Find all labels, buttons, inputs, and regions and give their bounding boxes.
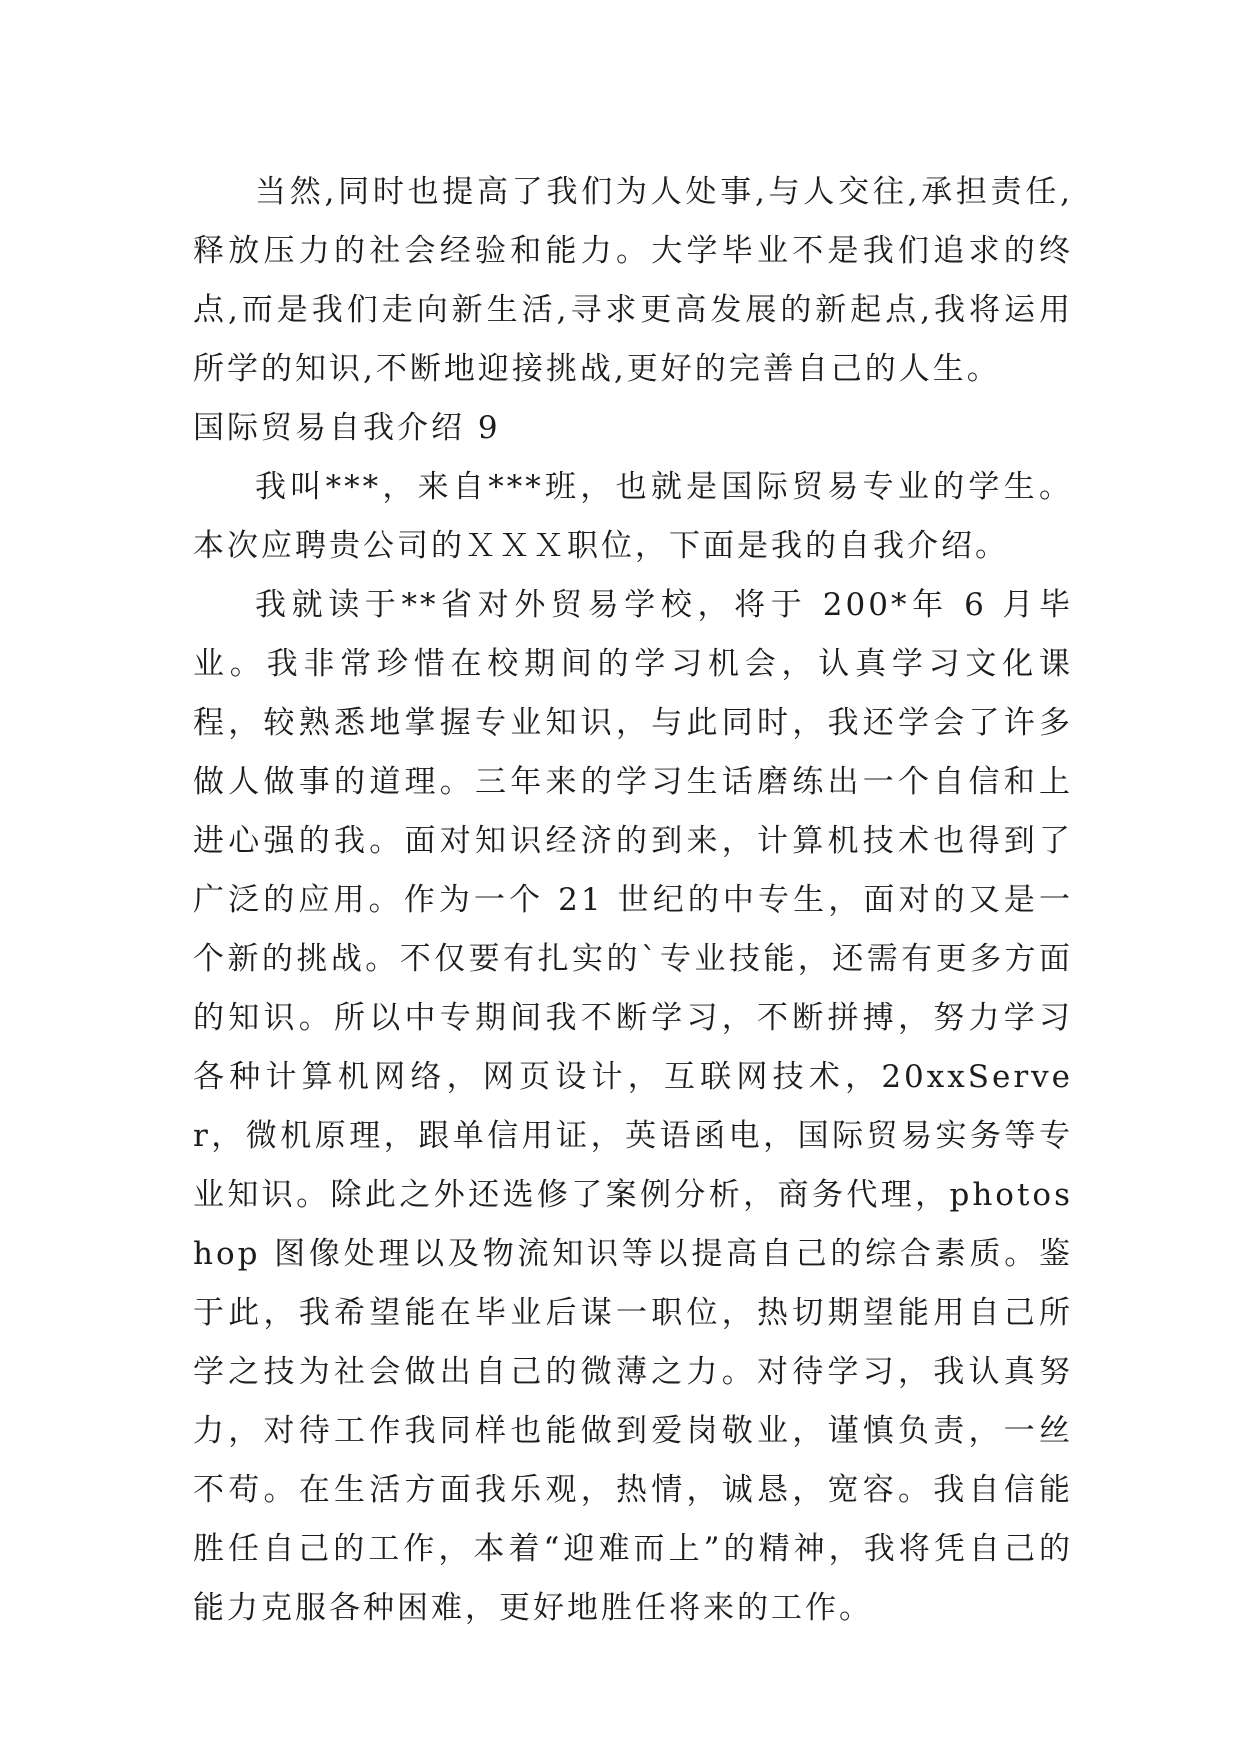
- paragraph-closing: 当然,同时也提高了我们为人处事,与人交往,承担责任,释放压力的社会经验和能力。大学毕业不是我们追求的终点,而是我们走向新生活,寻求更高发展的新起点,我将运用所学的知识,不断地迎接挑战,更好的完善自己的人生。: [193, 174, 1073, 387]
- document-body: [193, 163, 1073, 1638]
- paragraph-intro: 我叫***，来自***班，也就是国际贸易专业的学生。本次应聘贵公司的ＸＸＸ职位，下面是我的自我介绍。: [193, 469, 1073, 564]
- section-heading: 国际贸易自我介绍 9: [193, 410, 501, 446]
- paragraph-body: 我就读于**省对外贸易学校，将于 200*年 6 月毕业。我非常珍惜在校期间的学习机会，认真学习文化课程，较熟悉地掌握专业知识，与此同时，我还学会了许多做人做事的道理。三年来的学习生话磨练出一个自信和上进心强的我。面对知识经济的到来，计算机技术也得到了广泛的应用。作为一个 21 世纪的中专生，面对的又是一个新的挑战。不仅要有扎实的`专业技能，还需有更多方面的知识。所以中专期间我不断学习，不断拼搏，努力学习各种计算机网络，网页设计，互联网技术，20xxServer，微机原理，跟单信用证，英语函电，国际贸易实务等专业知识。除此之外还选修了案例分析，商务代理，photoshop 图像处理以及物流知识等以提高自己的综合素质。鉴于此，我希望能在毕业后谋一职位，热切期望能用自己所学之技为社会做出自己的微薄之力。对待学习，我认真努力，对待工作我同样也能做到爱岗敬业，谨慎负责，一丝不苟。在生活方面我乐观，热情，诚恳，宽容。我自信能胜任自己的工作，本着“迎难而上”的精神，我将凭自己的能力克服各种困难，更好地胜任将来的工作。: [193, 587, 1073, 1626]
